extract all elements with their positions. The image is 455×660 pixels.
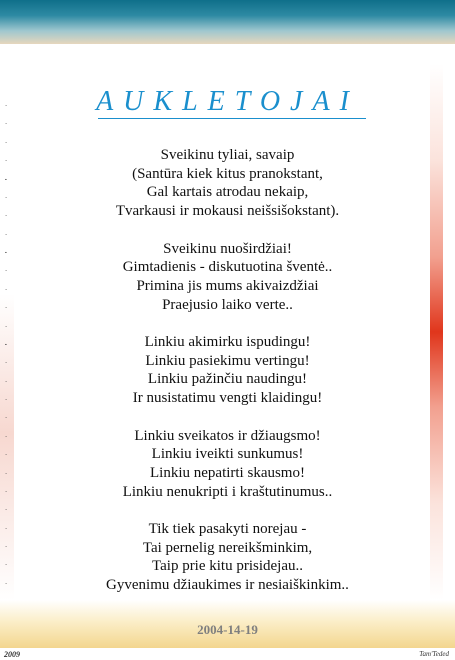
poem-line: Linkiu nepatirti skausmo! [150, 464, 305, 481]
poem-line: Linkiu pasiekimu vertingu! [145, 352, 310, 369]
title-underline [98, 118, 366, 119]
poem-line: Sveikinu nuoširdžiai! [163, 240, 292, 257]
left-decoration-strip [0, 44, 14, 600]
poem-line: Linkiu nenukripti i kraštutinumus.. [122, 483, 333, 500]
poem-line: Gimtadienis - diskutuotina šventė.. [122, 259, 333, 276]
poem-line: Linkiu iveikti sunkumus! [151, 446, 304, 463]
poem-line: Linkiu sveikatos ir džiaugsmo! [134, 427, 321, 444]
top-band [0, 0, 455, 44]
poem-line: Tai pernelig nereikšminkim, [142, 539, 313, 556]
poem-line: Sveikinu tyliai, savaip [160, 147, 295, 163]
page-title: AUKLETOJAI [96, 86, 359, 117]
poem-line: Tik tiek pasakyti norejau - [148, 521, 307, 537]
poem-line: Gyvenimu džiaukimes ir nesiaiškinkim.. [106, 577, 349, 594]
poem-line: Linkiu akimirku ispudingu! [144, 334, 311, 350]
poem-line: Tvarkausi ir mokausi neišsišokstant). [115, 203, 340, 220]
date-label: 2004-14-19 [197, 622, 258, 637]
stanza-3 [20, 333, 435, 408]
poem-line: Primina jis mums akivaizdžiai [136, 277, 319, 294]
stanza-1 [20, 146, 435, 221]
poem [20, 146, 435, 614]
poem-line: Gal kartais atrodau nekaip, [146, 184, 309, 201]
poem-line: (Santūra kiek kitus pranokstant, [132, 165, 323, 182]
stanza-2 [20, 240, 435, 315]
footer-strip [0, 648, 455, 660]
stanza-4 [20, 427, 435, 502]
poem-line: Linkiu pažinčiu naudingu! [147, 371, 308, 388]
footer-signature: Tam'Teded [419, 650, 449, 658]
stanza-5 [20, 520, 435, 595]
left-decoration-marks: · · · · · · · · · · · · · · · · · · · · · · · · · · · [2, 104, 11, 585]
poem-line: Ir nusistatimu vengti klaidingu! [132, 390, 323, 407]
footer-year: 2009 [4, 650, 20, 659]
poem-line: Praejusio laiko verte.. [162, 296, 293, 313]
poem-line: Taip prie kitu prisidejau.. [152, 558, 303, 575]
